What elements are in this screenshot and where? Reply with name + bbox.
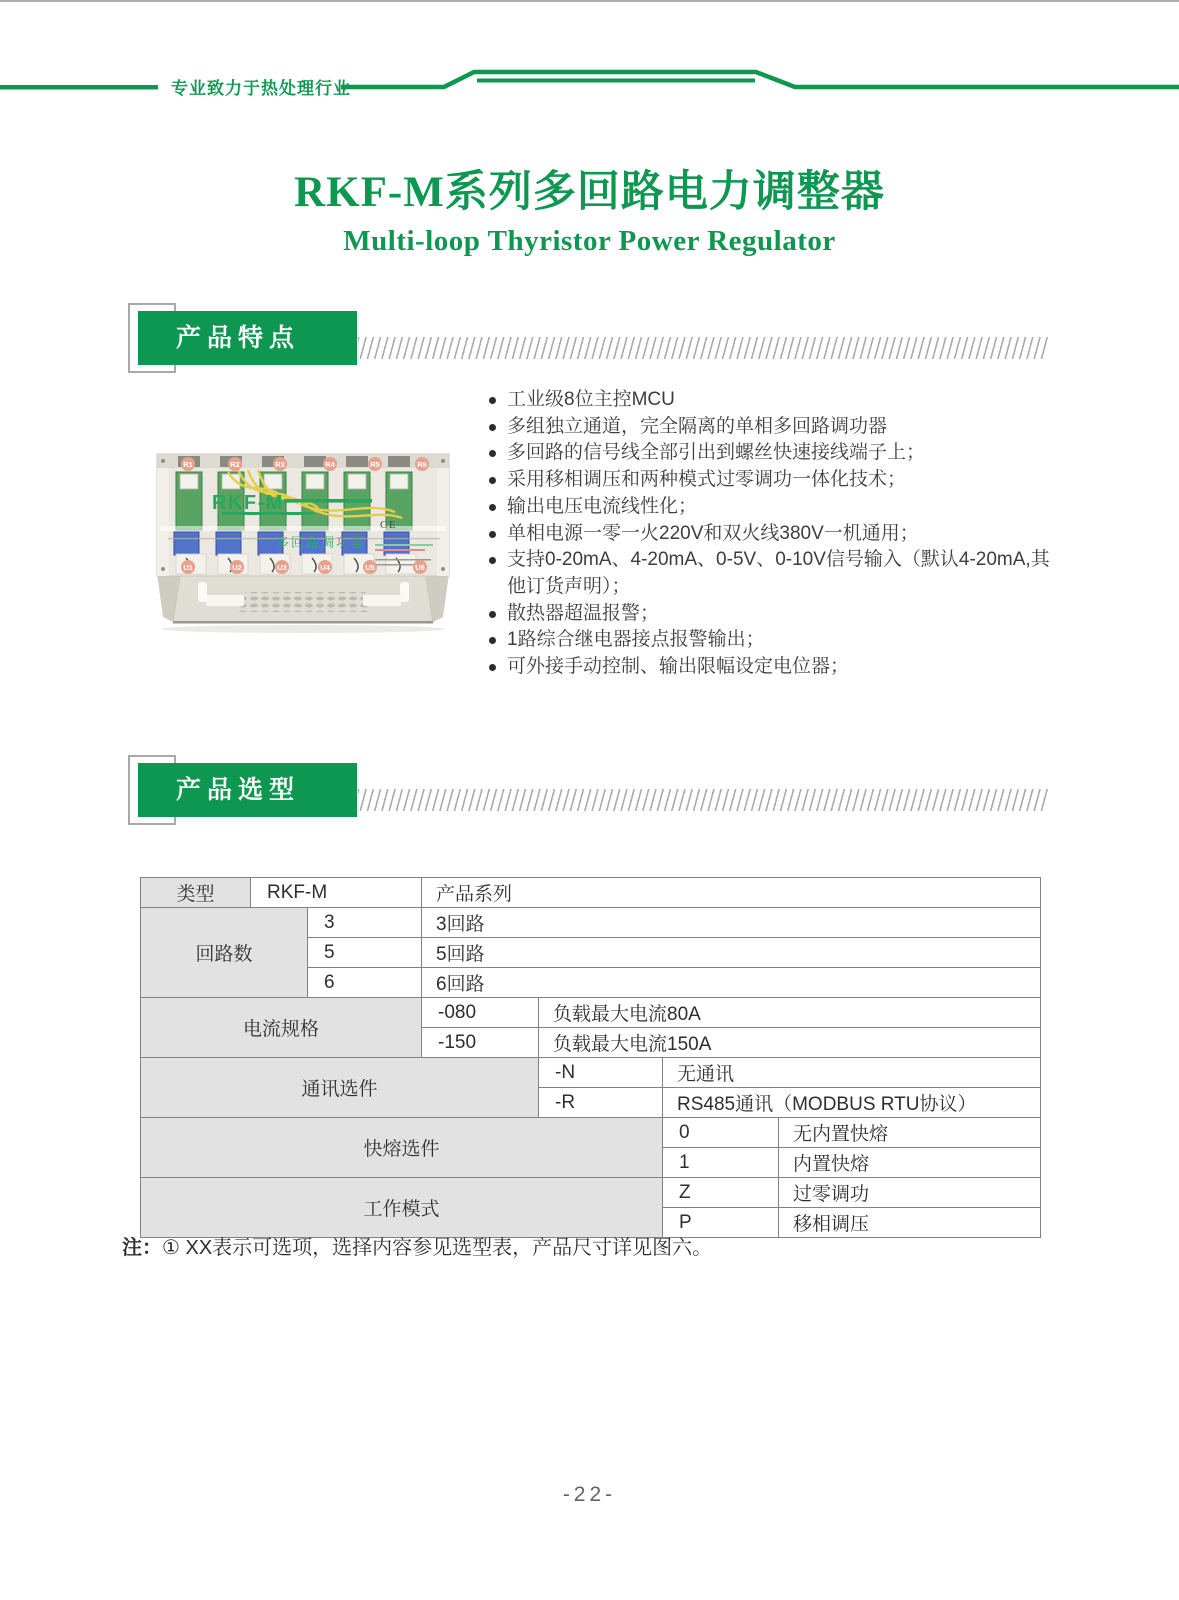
feature-bullet: 工业级8位主控MCU bbox=[487, 387, 1057, 414]
feature-bullet: 多回路的信号线全部引出到螺丝快速接线端子上； bbox=[487, 440, 1057, 467]
features-hatch-stripe bbox=[358, 337, 1048, 359]
option-desc: 3回路 bbox=[422, 908, 1041, 938]
group-label: 快熔选件 bbox=[141, 1118, 663, 1178]
group-label: 通讯选件 bbox=[141, 1058, 539, 1118]
svg-text:U6: U6 bbox=[415, 563, 425, 572]
group-label: 回路数 bbox=[141, 908, 308, 998]
device-acrylic-cover bbox=[160, 526, 446, 531]
features-bullet-list bbox=[487, 387, 1057, 681]
option-code: -R bbox=[539, 1088, 663, 1118]
page-subtitle: Multi-loop Thyristor Power Regulator bbox=[343, 225, 836, 257]
header-tagline: 专业致力于热处理行业 bbox=[171, 79, 351, 98]
device-watermark-text: RKF-M bbox=[212, 492, 284, 514]
group-label: 类型 bbox=[141, 878, 251, 908]
footnote-text: ① XX表示可选项，选择内容参见选型表，产品尺寸详见图六。 bbox=[162, 1237, 713, 1259]
footnote bbox=[122, 1231, 712, 1260]
option-code: P bbox=[663, 1208, 779, 1238]
option-desc: 负载最大电流150A bbox=[539, 1028, 1041, 1058]
svg-text:R4: R4 bbox=[325, 460, 335, 469]
option-code: 0 bbox=[663, 1118, 779, 1148]
device-watermark-subtext: 多回路调功器 bbox=[276, 535, 367, 550]
group-label: 工作模式 bbox=[141, 1178, 663, 1238]
feature-bullet: 输出电压电流线性化； bbox=[487, 494, 1057, 521]
page-number: -22- bbox=[562, 1483, 617, 1506]
table-row bbox=[141, 908, 1041, 938]
table-row bbox=[141, 998, 1041, 1028]
table-row bbox=[141, 1058, 1041, 1088]
selection-hatch-stripe bbox=[358, 789, 1048, 811]
option-code: 3 bbox=[308, 908, 422, 938]
option-desc: 负载最大电流80A bbox=[539, 998, 1041, 1028]
device-shadow bbox=[161, 625, 445, 633]
svg-text:U5: U5 bbox=[365, 563, 375, 572]
svg-text:R1: R1 bbox=[183, 460, 193, 469]
option-code: 5 bbox=[308, 938, 422, 968]
option-desc: 无通讯 bbox=[663, 1058, 1041, 1088]
svg-text:R6: R6 bbox=[417, 460, 427, 469]
svg-text:R2: R2 bbox=[230, 460, 240, 469]
device-ce-mark: CE bbox=[380, 519, 398, 531]
svg-text:U2: U2 bbox=[232, 563, 242, 572]
option-desc: 过零调功 bbox=[779, 1178, 1041, 1208]
option-code: -N bbox=[539, 1058, 663, 1088]
feature-bullet: 采用移相调压和两种模式过零调功一体化技术； bbox=[487, 467, 1057, 494]
option-code: -080 bbox=[422, 998, 539, 1028]
selection-section-heading: 产品选型 bbox=[138, 763, 357, 817]
svg-text:U1: U1 bbox=[183, 563, 193, 572]
product-photo bbox=[150, 448, 460, 634]
svg-text:U4: U4 bbox=[320, 563, 330, 572]
feature-bullet: 支持0-20mA、4-20mA、0-5V、0-10V信号输入（默认4-20mA,其他订货声明）； bbox=[487, 547, 1057, 600]
footnote-prefix: 注： bbox=[122, 1237, 162, 1259]
feature-bullet: 多组独立通道，完全隔离的单相多回路调功器 bbox=[487, 414, 1057, 441]
svg-text:U3: U3 bbox=[277, 563, 287, 572]
option-code: RKF-M bbox=[251, 878, 422, 908]
svg-text:R3: R3 bbox=[275, 460, 285, 469]
feature-bullet: 单相电源一零一火220V和双火线380V一机通用； bbox=[487, 521, 1057, 548]
page-title: RKF-M系列多回路电力调整器 bbox=[294, 169, 885, 216]
svg-text:R5: R5 bbox=[370, 460, 380, 469]
table-row bbox=[141, 1178, 1041, 1208]
table-row bbox=[141, 878, 1041, 908]
header-decoration-lines bbox=[0, 58, 1179, 98]
feature-bullet: 可外接手动控制、输出限幅设定电位器； bbox=[487, 654, 1057, 681]
option-code: 1 bbox=[663, 1148, 779, 1178]
option-desc: 无内置快熔 bbox=[779, 1118, 1041, 1148]
option-desc: 5回路 bbox=[422, 938, 1041, 968]
option-desc: 内置快熔 bbox=[779, 1148, 1041, 1178]
option-desc: 产品系列 bbox=[422, 878, 1041, 908]
device-mounting-bracket bbox=[157, 574, 449, 624]
table-row bbox=[141, 1118, 1041, 1148]
page-top-edge-line bbox=[0, 0, 1179, 2]
feature-bullet: 1路综合继电器接点报警输出； bbox=[487, 627, 1057, 654]
option-code: Z bbox=[663, 1178, 779, 1208]
selection-table bbox=[140, 877, 1041, 1238]
features-section-heading: 产品特点 bbox=[138, 311, 357, 365]
option-desc: RS485通讯（MODBUS RTU协议） bbox=[663, 1088, 1041, 1118]
option-code: -150 bbox=[422, 1028, 539, 1058]
group-label: 电流规格 bbox=[141, 998, 422, 1058]
option-desc: 6回路 bbox=[422, 968, 1041, 998]
feature-bullet: 散热器超温报警； bbox=[487, 601, 1057, 628]
option-code: 6 bbox=[308, 968, 422, 998]
option-desc: 移相调压 bbox=[779, 1208, 1041, 1238]
